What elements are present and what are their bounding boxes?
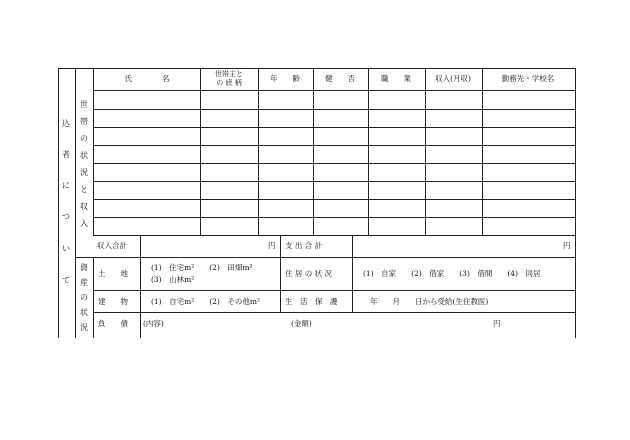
row-line-1 (93, 109, 575, 110)
header-name: 氏 名 (124, 74, 170, 83)
totals-middle-divider (280, 235, 281, 257)
header-workplace: 勤務先・学校名 (501, 74, 555, 83)
header-bottom-line (93, 90, 575, 91)
debt-amount-label: (金額) (291, 319, 312, 328)
totals-expense-divider (352, 235, 353, 257)
col-line-age (313, 68, 314, 235)
header-job: 職 業 (381, 74, 411, 83)
household-bottom-line (93, 235, 575, 236)
household-label-char: と (80, 185, 88, 194)
household-label-char: の (80, 134, 88, 143)
outer-label-char: 者 (62, 150, 70, 159)
outer-label-char: つ (62, 212, 70, 221)
outer-label-divider (75, 68, 76, 338)
header-relation (215, 70, 243, 88)
land-options-line1: (1) 住宅m² (2) 田畑m² (151, 263, 253, 272)
header-income: 収入(月収) (435, 74, 471, 83)
row-line-2 (93, 127, 575, 128)
outer-label-char: て (62, 276, 70, 285)
header-health: 健 否 (325, 74, 355, 83)
household-label-char: 帯 (80, 117, 88, 126)
welfare-label: 生 活 保 護 (285, 297, 338, 306)
row-line-7 (93, 217, 575, 218)
asset-mid-col-line (280, 257, 281, 312)
debt-unit: 円 (493, 319, 501, 328)
header-relation-line1: 世帯主と (215, 70, 243, 78)
asset-label-char: 況 (80, 323, 88, 332)
outer-label-char: 込 (62, 119, 70, 128)
asset-label-char: の (80, 293, 88, 302)
asset-row-line-1 (93, 290, 575, 291)
income-total-label: 収入合計 (97, 241, 127, 250)
debt-label: 負 債 (98, 319, 128, 328)
outer-label-char: に (62, 181, 70, 190)
asset-label-char: 資 (80, 263, 88, 272)
welfare-text: 年 月 日から受給(生住教医) (370, 297, 489, 306)
row-line-4 (93, 163, 575, 164)
col-line-health (368, 68, 369, 235)
asset-label-divider (93, 257, 94, 338)
asset-right-label-col-line (352, 257, 353, 312)
land-label: 土 地 (98, 269, 128, 278)
residence-label: 住 居 の 状 況 (285, 269, 333, 278)
asset-label-char: 産 (80, 278, 88, 287)
debt-content-label: (内容) (143, 319, 164, 328)
col-line-income (482, 68, 483, 235)
land-options-line2: (3) 山林m² (151, 275, 195, 284)
totals-bottom-line (75, 257, 575, 258)
household-label-char: 状 (80, 151, 88, 160)
household-label-char: 況 (80, 168, 88, 177)
household-label-char: 入 (80, 219, 88, 228)
form-left-border (58, 68, 59, 338)
totals-label-divider (140, 235, 141, 257)
residence-options: (1) 自家 (2) 借家 (3) 借間 (4) 同居 (363, 269, 541, 278)
form-top-border (58, 68, 576, 69)
header-relation-line2: の 続 柄 (216, 79, 242, 87)
asset-label-char: 状 (80, 308, 88, 317)
header-age: 年 齢 (270, 74, 300, 83)
expense-total-unit: 円 (563, 241, 571, 250)
form-right-border (575, 68, 576, 338)
row-line-3 (93, 145, 575, 146)
asset-row-line-2 (93, 312, 575, 313)
asset-label-col-line (140, 257, 141, 338)
building-options: (1) 自宅m² (2) その他m² (151, 297, 260, 306)
col-line-name (200, 68, 201, 235)
household-label-char: 収 (80, 202, 88, 211)
col-line-job (425, 68, 426, 235)
outer-label-char: い (62, 244, 70, 253)
building-label: 建 物 (98, 297, 128, 306)
row-line-5 (93, 181, 575, 182)
section-label-divider (93, 68, 94, 235)
household-label-char: 世 (80, 100, 88, 109)
expense-total-label: 支 出 合 計 (285, 241, 323, 250)
income-total-unit: 円 (268, 241, 276, 250)
row-line-6 (93, 199, 575, 200)
col-line-relation (258, 68, 259, 235)
